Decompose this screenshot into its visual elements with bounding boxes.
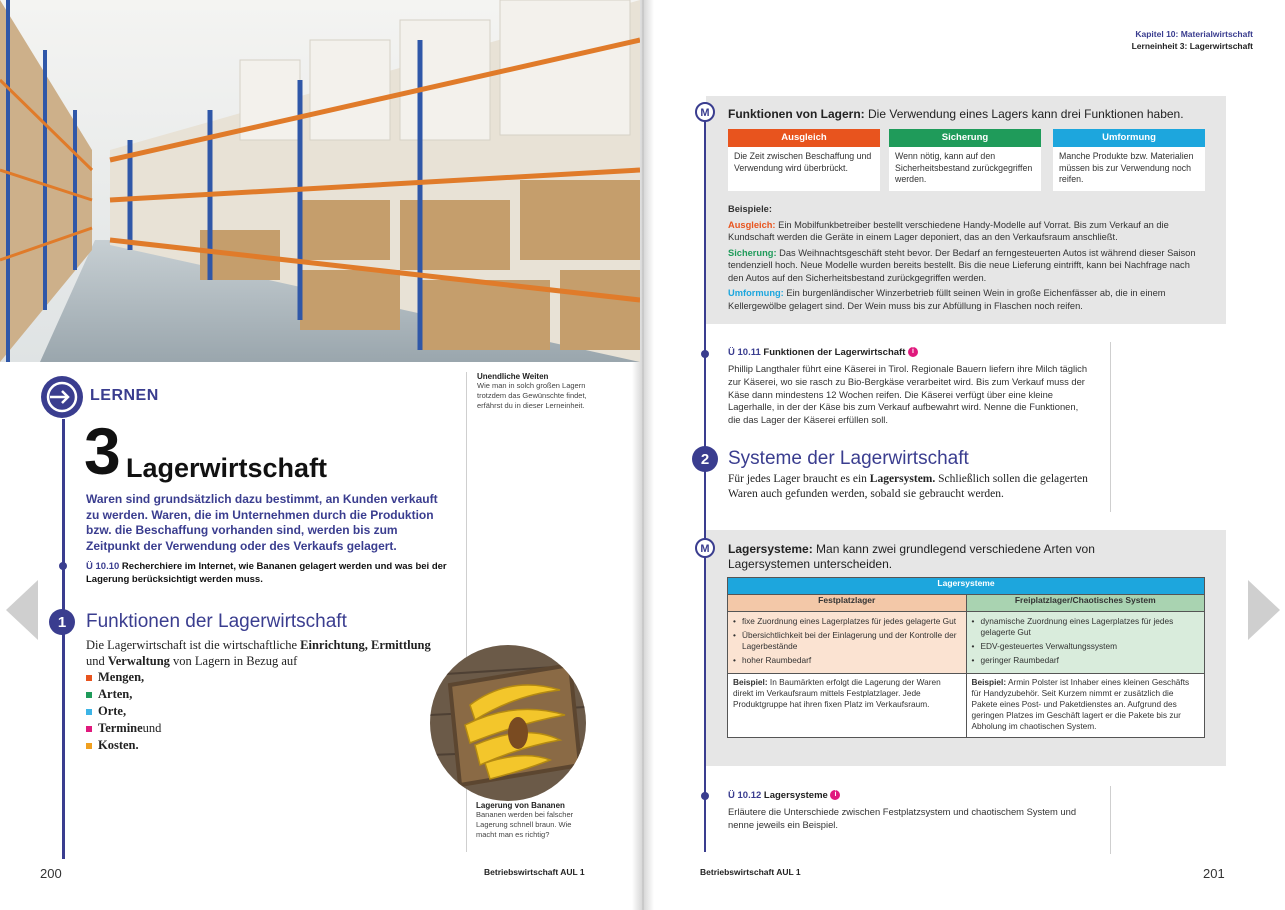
lagerwirtschaft-list — [86, 669, 161, 754]
timeline-dot — [701, 792, 709, 800]
section-body — [86, 637, 436, 669]
body-text: Die Lagerwirtschaft ist die wirtschaftliche — [86, 638, 298, 652]
list-item — [86, 703, 161, 720]
section-2-body — [728, 472, 1093, 501]
function-card-sicherung — [889, 129, 1041, 191]
examples-block — [728, 203, 1198, 315]
example-text: Ein Mobilfunkbetreiber bestellt verschiedene Handy-Modelle auf Vorrat. Bis zum Verkauf an die Kundschaft werden die Geräte in einem Lager deponiert, das an den Verkaufsraum anschließt. — [728, 219, 1169, 242]
card-text: Manche Produkte bzw. Materialien müssen bis zur Verwendung noch reifen. — [1059, 151, 1194, 184]
timeline-line — [62, 419, 65, 859]
freiplatz-example — [966, 674, 1205, 738]
example-label: Beispiel: — [733, 677, 768, 687]
bullet-square-icon — [86, 675, 92, 681]
table-title: Lagersysteme — [728, 578, 1205, 595]
list-item — [86, 737, 161, 754]
bullet-square-icon — [86, 726, 92, 732]
previous-page-arrow[interactable] — [4, 578, 40, 642]
example-item — [728, 219, 1198, 244]
body-text: von Lagern in Bezug auf — [173, 654, 298, 668]
banana-photo — [430, 645, 586, 801]
list-item-label: Orte, — [98, 704, 127, 718]
page-number-right: 201 — [1203, 866, 1225, 881]
exercise-code: Ü 10.12 — [728, 790, 762, 801]
card-title: Ausgleich — [728, 129, 880, 147]
heading-bold: Lagersysteme: — [728, 542, 813, 556]
heading-text: Die Verwendung eines Lagers kann drei Funktionen haben. — [864, 107, 1184, 121]
side-note-text: Wie man in solch großen Lagern trotzdem das Gewünschte findet, erfährst du in dieser Lerneinheit. — [477, 381, 587, 410]
example-item — [728, 247, 1198, 285]
lernen-label: LERNEN — [90, 387, 159, 404]
timeline-dot — [59, 562, 67, 570]
body-text: Schließlich sollen die gelagerten Waren auch gefunden werden, sobald sie gebraucht werden. — [728, 473, 1088, 500]
page-number-left: 200 — [40, 866, 62, 881]
exercise-title: Lagersysteme — [763, 790, 828, 801]
lernen-icon — [40, 375, 84, 419]
warehouse-photo — [0, 0, 640, 362]
section-number-badge: 2 — [692, 446, 718, 472]
exercise-10-12-text: Erläutere die Unterschiede zwischen Festplatzsystem und chaotischem System und nenne jeweils ein Beispiel. — [728, 806, 1077, 830]
lagersysteme-table — [727, 577, 1205, 738]
section-number-badge: 1 — [49, 609, 75, 635]
functions-heading — [728, 107, 1184, 121]
list-item-label: Termine — [98, 721, 143, 735]
body-text: und — [86, 654, 105, 668]
example-key: Umformung: — [728, 288, 784, 298]
body-bold: Einrichtung, Ermittlung — [300, 638, 431, 652]
info-icon[interactable]: i — [830, 790, 840, 800]
timeline-dot — [701, 350, 709, 358]
example-text: Armin Polster ist Inhaber eines kleinen Geschäfts für Handyzubehör. Seit Kurzem nimmt er zusätzlich die Pakete eines Post- und Paketdienstes an. Aufgrund des geringen Platzes im Geschäft lagert er die Pakete bis zur Abholung im chaotischen System. — [971, 677, 1190, 731]
chapter-number: 3 — [84, 414, 121, 488]
chapter-title: Lagerwirtschaft — [126, 453, 328, 483]
side-note-title: Unendliche Weiten — [477, 372, 549, 381]
section-title: Systeme der Lagerwirtschaft — [728, 448, 969, 469]
section-title: Funktionen der Lagerwirtschaft — [86, 611, 347, 632]
list-item-label: Mengen, — [98, 670, 145, 684]
body-bold: Lagersystem. — [869, 473, 936, 485]
list-item-suffix: und — [142, 721, 162, 735]
list-item-label: Kosten. — [98, 738, 139, 752]
examples-label: Beispiele: — [728, 204, 772, 214]
function-card-umformung — [1053, 129, 1205, 191]
footer-title-right: Betriebswirtschaft AUL 1 — [700, 867, 801, 877]
exercise-text: Recherchiere im Internet, wie Bananen gelagert werden und was bei der Lagerung berücksichtigt werden muss. — [86, 561, 447, 585]
exercise-10-10 — [86, 561, 452, 586]
banana-caption-title: Lagerung von Bananen — [476, 801, 565, 810]
list-item — [86, 669, 161, 686]
bullet-square-icon — [86, 743, 92, 749]
list-item: • hoher Raumbedarf — [733, 655, 961, 666]
heading-bold: Funktionen von Lagern: — [728, 107, 865, 121]
example-key: Sicherung: — [728, 247, 777, 258]
header-unit: Lerneinheit 3: Lagerwirtschaft — [1131, 41, 1253, 51]
card-text: Wenn nötig, kann auf den Sicherheitsbestand zurückgegriffen werden. — [895, 151, 1033, 184]
example-label: Beispiel: — [971, 677, 1007, 687]
card-title: Umformung — [1053, 129, 1205, 147]
banana-caption-text: Bananen werden bei falscher Lagerung schnell braun. Wie macht man es richtig? — [476, 810, 574, 839]
chapter-intro: Waren sind grundsätzlich dazu bestimmt, an Kunden verkauft zu werden. Waren, die im Unternehmen durch die Produktion bzw. die Beschaffung vorhanden sind, werden bis zum Zeitpunkt der Verwendung oder des Verkaufs gelagert. — [86, 492, 438, 553]
example-key: Ausgleich: — [728, 219, 776, 230]
example-item — [728, 287, 1198, 312]
list-item — [86, 720, 161, 737]
list-item: • dynamische Zuordnung eines Lagerplatzes für jedes gelagerte Gut — [972, 616, 1200, 638]
body-text: Für jedes Lager braucht es ein — [728, 473, 867, 485]
column-header-festplatz: Festplatzlager — [728, 595, 967, 612]
example-text: Ein burgenländischer Winzerbetrieb füllt seinen Wein in große Eichenfässer ab, die in einem Kellergewölbe gelagert sind. Der Wein muss bis zur Abfüllung in Flaschen noch reifen. — [728, 288, 1166, 311]
list-item: • fixe Zuordnung eines Lagerplatzes für jedes gelagerte Gut — [733, 616, 961, 627]
function-card-ausgleich — [728, 129, 880, 191]
card-text: Die Zeit zwischen Beschaffung und Verwendung wird überbrückt. — [734, 151, 872, 173]
list-item: • geringer Raumbedarf — [972, 655, 1200, 666]
bullet-square-icon — [86, 692, 92, 698]
divider — [1110, 786, 1111, 854]
info-icon[interactable]: i — [908, 347, 918, 357]
list-item: • Übersichtlichkeit bei der Einlagerung und der Kontrolle der Lagerbestände — [733, 630, 961, 652]
merke-icon — [695, 538, 715, 558]
lagersysteme-heading — [728, 542, 1168, 572]
svg-text:M: M — [700, 107, 710, 119]
list-item: • EDV-gesteuertes Verwaltungssystem — [972, 641, 1200, 652]
running-header — [1132, 28, 1253, 52]
exercise-10-11-text: Phillip Langthaler führt eine Käserei in Tirol. Regionale Bauern liefern ihre Milch täglich zur Käserei, wo sie rasch zu Bio-Bergkäse verarbeitet wird. Bis zum Verkauf muss der Käse dann mindestens 12 Wochen reifen. Die Käserei verfügt über eine kleine Lagerhalle, in der der Käse bis zum Verkauf aufbewahrt wird. Nenne die Funktionen, die das Lager der Käserei erfüllen soll. — [728, 363, 1088, 426]
svg-text:M: M — [700, 543, 710, 555]
freiplatz-features — [966, 612, 1205, 674]
bullet-square-icon — [86, 709, 92, 715]
festplatz-features — [728, 612, 967, 674]
card-title: Sicherung — [889, 129, 1041, 147]
exercise-title: Funktionen der Lagerwirtschaft — [763, 347, 906, 358]
festplatz-example — [728, 674, 967, 738]
side-note — [477, 372, 589, 411]
column-header-freiplatz: Freiplatzlager/Chaotisches System — [966, 595, 1205, 612]
heading-text: Man kann zwei grundlegend verschiedene Arten von Lagersystemen unterscheiden. — [728, 542, 1095, 571]
exercise-10-12-title — [728, 790, 840, 801]
next-page-arrow[interactable] — [1246, 578, 1282, 642]
footer-title-left: Betriebswirtschaft AUL 1 — [484, 867, 585, 877]
banana-caption — [476, 801, 586, 840]
list-item-label: Arten, — [98, 687, 133, 701]
list-item — [86, 686, 161, 703]
body-bold: Verwaltung — [107, 654, 170, 668]
exercise-code: Ü 10.10 — [86, 561, 120, 572]
divider — [1110, 342, 1111, 512]
exercise-10-11-title — [728, 347, 918, 358]
header-chapter: Kapitel 10: Materialwirtschaft — [1135, 29, 1253, 39]
exercise-code: Ü 10.11 — [728, 347, 761, 358]
example-text: In Baumärkten erfolgt die Lagerung der Waren direkt im Verkaufsraum mittels Festplatzlager. Jede Produktgruppe hat ihren fixen Platz im Verkaufsraum. — [733, 677, 941, 709]
merke-icon — [695, 102, 715, 122]
example-text: Das Weihnachtsgeschäft steht bevor. Der Bedarf an ferngesteuerten Autos ist während dieser Saison tendenziell hoch. Neue Modelle wurden bereits bestellt. Bis die neue Lieferung eintrifft, kann bei Nachfrage nach den Autos auf den Sicherheitsbestand zurückgegriffen werden. — [728, 247, 1196, 283]
